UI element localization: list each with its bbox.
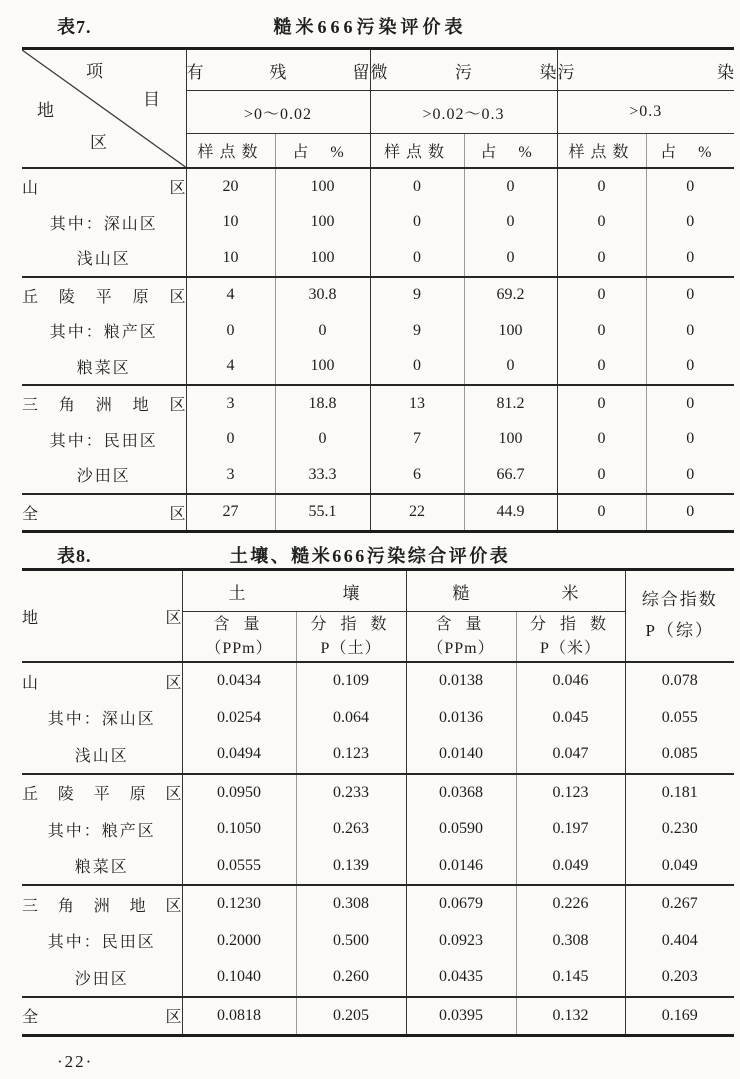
value-cell: 55.1 <box>275 494 370 532</box>
region-cell: 其中：深山区 <box>47 711 156 729</box>
value-cell: 0 <box>646 168 734 205</box>
region-cell: 三角洲地区 <box>22 385 186 422</box>
table-row <box>22 700 734 737</box>
value-cell: 0 <box>646 457 734 494</box>
value-cell: 0.0368 <box>406 774 516 812</box>
corner-header-cell <box>22 49 186 169</box>
value-cell: 0.0679 <box>406 885 516 923</box>
table-row <box>22 811 734 848</box>
value-cell: 0.205 <box>296 997 406 1036</box>
value-cell: 9 <box>370 277 464 314</box>
value-cell: 0.132 <box>516 997 625 1036</box>
value-cell: 0.064 <box>296 700 406 737</box>
value-cell: 0 <box>186 422 275 458</box>
value-cell: 0.230 <box>625 811 734 848</box>
value-cell: 0.0494 <box>182 736 296 774</box>
soil-subindex-header-line1: 分 指 数 <box>310 616 392 634</box>
value-cell: 0.139 <box>296 848 406 886</box>
value-cell: 0 <box>646 349 734 386</box>
rice-subindex-header-line1: 分 指 数 <box>529 616 611 634</box>
value-cell: 0.0146 <box>406 848 516 886</box>
region-cell: 其中：粮产区 <box>49 324 158 342</box>
range-header-residue: >0～0.02 <box>186 91 370 134</box>
rice-content-header <box>406 612 516 663</box>
value-cell: 0.0555 <box>182 848 296 886</box>
table7-label: 表7. <box>57 17 92 37</box>
value-cell: 0.203 <box>625 959 734 997</box>
value-cell: 0.123 <box>516 774 625 812</box>
value-cell: 18.8 <box>275 385 370 422</box>
value-cell: 4 <box>186 277 275 314</box>
value-cell: 20 <box>186 168 275 205</box>
value-cell: 0.181 <box>625 774 734 812</box>
value-cell: 100 <box>275 168 370 205</box>
value-cell: 4 <box>186 349 275 386</box>
group-header-slight-pollution: 微污染 <box>370 49 557 91</box>
soil-content-header-line1: 含 量 <box>213 616 265 634</box>
table8-title: 土壤、糙米666污染综合评价表 <box>229 546 511 566</box>
group-header-pollution: 污染 <box>557 49 734 91</box>
rice-subindex-header <box>516 612 625 663</box>
value-cell: 100 <box>275 240 370 277</box>
table-row <box>22 349 734 386</box>
composite-index-header-line1: 综合指数 <box>641 590 718 610</box>
table-row <box>22 885 734 923</box>
region-column-header: 地 区 <box>22 609 182 627</box>
value-cell: 0 <box>557 313 646 349</box>
rice-content-header-line1: 含 量 <box>435 616 487 634</box>
table-row <box>22 848 734 886</box>
value-cell: 0.308 <box>516 923 625 960</box>
value-cell: 0.0434 <box>182 662 296 700</box>
value-cell: 7 <box>370 422 464 458</box>
region-cell: 沙田区 <box>76 468 131 486</box>
value-cell: 0.226 <box>516 885 625 923</box>
value-cell: 0.109 <box>296 662 406 700</box>
sample-count-header: 样点数 <box>186 134 275 169</box>
value-cell: 33.3 <box>275 457 370 494</box>
value-cell: 0.0136 <box>406 700 516 737</box>
value-cell: 0.233 <box>296 774 406 812</box>
table7-group-header-row <box>22 49 734 91</box>
value-cell: 0.404 <box>625 923 734 960</box>
value-cell: 10 <box>186 205 275 241</box>
table7-rice-666-pollution-evaluation <box>22 47 734 533</box>
value-cell: 0 <box>646 422 734 458</box>
table8-group-header-row <box>22 570 734 612</box>
value-cell: 0.2000 <box>182 923 296 960</box>
value-cell: 100 <box>275 205 370 241</box>
region-cell: 全 区 <box>22 997 182 1036</box>
value-cell: 0.078 <box>625 662 734 700</box>
corner-region-char-2: 区 <box>90 133 107 152</box>
table-row <box>22 736 734 774</box>
region-cell: 其中：民田区 <box>47 934 156 952</box>
value-cell: 0 <box>646 240 734 277</box>
value-cell: 0 <box>557 494 646 532</box>
value-cell: 0 <box>275 313 370 349</box>
value-cell: 0 <box>370 205 464 241</box>
value-cell: 9 <box>370 313 464 349</box>
value-cell: 30.8 <box>275 277 370 314</box>
composite-index-header <box>625 570 734 663</box>
value-cell: 0 <box>464 168 557 205</box>
value-cell: 6 <box>370 457 464 494</box>
value-cell: 27 <box>186 494 275 532</box>
value-cell: 0 <box>646 277 734 314</box>
corner-item-char-1: 项 <box>86 62 103 81</box>
value-cell: 0 <box>557 240 646 277</box>
value-cell: 0.260 <box>296 959 406 997</box>
composite-index-header-line2: P（综） <box>645 621 714 640</box>
value-cell: 0.0140 <box>406 736 516 774</box>
value-cell: 3 <box>186 457 275 494</box>
region-cell: 粮菜区 <box>74 859 129 877</box>
soil-content-header-line2: （PPm） <box>205 639 273 657</box>
value-cell: 0 <box>464 205 557 241</box>
value-cell: 0.500 <box>296 923 406 960</box>
value-cell: 0 <box>557 385 646 422</box>
value-cell: 66.7 <box>464 457 557 494</box>
table-row <box>22 277 734 314</box>
value-cell: 0.308 <box>296 885 406 923</box>
value-cell: 0 <box>370 168 464 205</box>
value-cell: 0 <box>646 205 734 241</box>
value-cell: 44.9 <box>464 494 557 532</box>
table-row <box>22 457 734 494</box>
region-cell: 浅山区 <box>74 747 129 765</box>
value-cell: 0 <box>557 205 646 241</box>
region-cell: 丘陵平原区 <box>22 277 186 314</box>
value-cell: 0 <box>646 313 734 349</box>
value-cell: 0.267 <box>625 885 734 923</box>
value-cell: 0.0923 <box>406 923 516 960</box>
value-cell: 0.1040 <box>182 959 296 997</box>
sample-count-header: 样点数 <box>557 134 646 169</box>
region-cell: 浅山区 <box>76 251 131 269</box>
table-row <box>22 494 734 532</box>
table-row <box>22 240 734 277</box>
value-cell: 0 <box>557 277 646 314</box>
value-cell: 0.0950 <box>182 774 296 812</box>
value-cell: 100 <box>464 422 557 458</box>
value-cell: 3 <box>186 385 275 422</box>
value-cell: 0.0254 <box>182 700 296 737</box>
value-cell: 0.263 <box>296 811 406 848</box>
region-cell: 粮菜区 <box>76 359 131 377</box>
value-cell: 0 <box>464 240 557 277</box>
table-row <box>22 774 734 812</box>
range-header-slight: >0.02～0.3 <box>370 91 557 134</box>
value-cell: 0.123 <box>296 736 406 774</box>
group-header-soil: 土壤 <box>182 570 406 612</box>
value-cell: 0 <box>646 494 734 532</box>
value-cell: 0.085 <box>625 736 734 774</box>
percent-header: 占 % <box>646 134 734 169</box>
table-row <box>22 422 734 458</box>
table-row <box>22 959 734 997</box>
value-cell: 0 <box>557 349 646 386</box>
region-cell: 山 区 <box>22 662 182 700</box>
corner-item-char-2: 目 <box>143 90 160 109</box>
value-cell: 10 <box>186 240 275 277</box>
value-cell: 0 <box>464 349 557 386</box>
table-row <box>22 313 734 349</box>
table8-label: 表8. <box>57 546 92 566</box>
value-cell: 0.169 <box>625 997 734 1036</box>
region-cell: 其中：民田区 <box>49 432 158 450</box>
value-cell: 0 <box>557 422 646 458</box>
table-row <box>22 385 734 422</box>
value-cell: 0.197 <box>516 811 625 848</box>
soil-content-header <box>182 612 296 663</box>
value-cell: 0.0590 <box>406 811 516 848</box>
value-cell: 0.0138 <box>406 662 516 700</box>
value-cell: 0 <box>557 168 646 205</box>
value-cell: 0.046 <box>516 662 625 700</box>
value-cell: 69.2 <box>464 277 557 314</box>
table-row <box>22 923 734 960</box>
table-row <box>22 205 734 241</box>
value-cell: 0 <box>557 457 646 494</box>
corner-region-char-1: 地 <box>37 101 54 120</box>
value-cell: 0.047 <box>516 736 625 774</box>
region-cell: 其中：深山区 <box>49 215 158 233</box>
value-cell: 0.0395 <box>406 997 516 1036</box>
table-row <box>22 168 734 205</box>
page-number: ·22· <box>57 1052 94 1071</box>
percent-header: 占 % <box>275 134 370 169</box>
value-cell: 81.2 <box>464 385 557 422</box>
value-cell: 0 <box>646 385 734 422</box>
value-cell: 0.049 <box>625 848 734 886</box>
region-cell: 山 区 <box>22 168 186 205</box>
value-cell: 22 <box>370 494 464 532</box>
value-cell: 0 <box>370 349 464 386</box>
table7-title: 糙米666污染评价表 <box>273 17 467 37</box>
value-cell: 0 <box>186 313 275 349</box>
value-cell: 0.045 <box>516 700 625 737</box>
region-cell: 三角洲地区 <box>22 885 182 923</box>
range-header-pollution: >0.3 <box>557 91 734 134</box>
value-cell: 0.1050 <box>182 811 296 848</box>
table-row <box>22 662 734 700</box>
region-cell: 丘陵平原区 <box>22 774 182 812</box>
region-cell: 全 区 <box>22 494 186 532</box>
region-cell: 沙田区 <box>74 970 129 988</box>
value-cell: 0.145 <box>516 959 625 997</box>
rice-subindex-header-line2: P（米） <box>540 639 601 657</box>
value-cell: 0.049 <box>516 848 625 886</box>
value-cell: 100 <box>464 313 557 349</box>
value-cell: 0.1230 <box>182 885 296 923</box>
percent-header: 占 % <box>464 134 557 169</box>
value-cell: 100 <box>275 349 370 386</box>
table8-soil-rice-666-composite-evaluation <box>22 568 734 1037</box>
table-row <box>22 997 734 1036</box>
group-header-has-residue: 有残留 <box>186 49 370 91</box>
value-cell: 0 <box>275 422 370 458</box>
group-header-brown-rice: 糙米 <box>406 570 625 612</box>
rice-content-header-line2: （PPm） <box>427 639 495 657</box>
sample-count-header: 样点数 <box>370 134 464 169</box>
region-cell: 其中：粮产区 <box>47 822 156 840</box>
value-cell: 0.0435 <box>406 959 516 997</box>
value-cell: 0 <box>370 240 464 277</box>
value-cell: 0.055 <box>625 700 734 737</box>
value-cell: 13 <box>370 385 464 422</box>
value-cell: 0.0818 <box>182 997 296 1036</box>
soil-subindex-header <box>296 612 406 663</box>
soil-subindex-header-line2: P（土） <box>320 639 382 657</box>
